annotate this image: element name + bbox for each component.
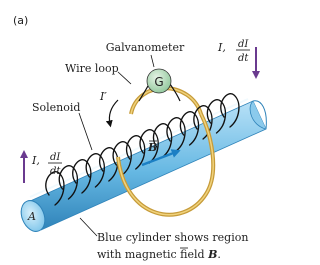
area-label: A [28, 210, 36, 223]
magnetic-field-label: B [148, 141, 158, 154]
current-right-denominator: dt [238, 53, 249, 64]
current-left-numerator: dI [50, 152, 61, 163]
wire-loop-back [131, 88, 201, 114]
galvanometer [147, 69, 171, 93]
induced-current-label: I′ [100, 90, 107, 103]
wire-loop-label: Wire loop [65, 62, 119, 75]
current-right-numerator: dI [238, 39, 249, 50]
caption-pointer [80, 218, 97, 236]
caption-line-2: with magnetic field B. [97, 248, 221, 261]
galvanometer-pointer [151, 55, 154, 67]
current-annotation-left [24, 152, 62, 183]
panel-label: (a) [13, 14, 29, 27]
current-right-i: I, [218, 41, 226, 54]
wire-loop-pointer [118, 72, 131, 84]
galvanometer-symbol: G [154, 75, 164, 89]
current-left-i: I, [32, 154, 40, 167]
induced-current-arrow [109, 100, 118, 124]
solenoid-pointer [79, 113, 92, 150]
solenoid-label: Solenoid [32, 101, 81, 114]
current-left-denominator: dt [50, 166, 61, 177]
caption-line-1: Blue cylinder shows region [97, 231, 249, 244]
current-annotation-right [217, 39, 256, 75]
galvanometer-label: Galvanometer [105, 41, 185, 54]
